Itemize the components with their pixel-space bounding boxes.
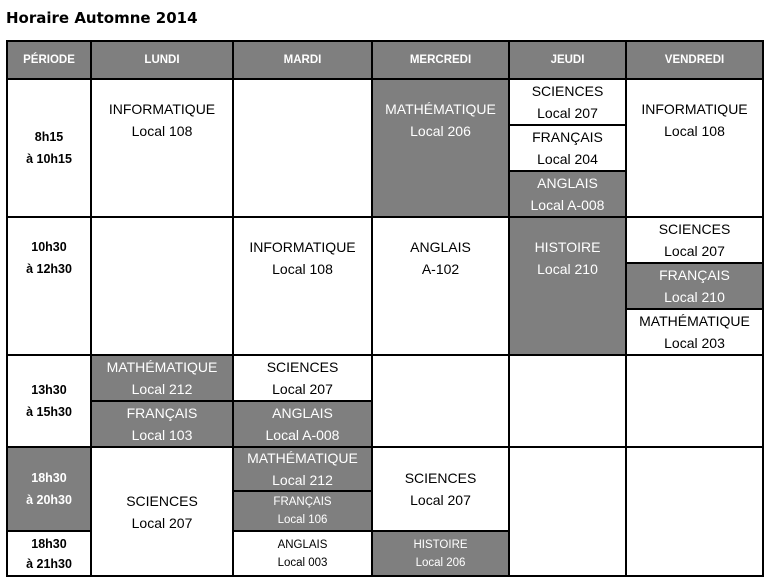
- course-room: Local 204: [537, 151, 598, 167]
- cell-p2-vendredi-c: [627, 310, 762, 356]
- course-room: Local 108: [272, 261, 333, 277]
- course-room: Local 212: [272, 472, 333, 488]
- cell-p4-jeudi-empty: [510, 448, 627, 575]
- period-end: à 21h30: [26, 556, 72, 571]
- cell-p3-lundi-b: [92, 402, 234, 448]
- cell-p2-mardi: [234, 218, 373, 356]
- cell-p2-mercredi: [373, 218, 510, 356]
- period-end: à 12h30: [26, 262, 72, 276]
- course-subject: FRANÇAIS: [659, 267, 730, 283]
- course-room: Local 207: [131, 514, 193, 531]
- cell-p5-mercredi: [373, 532, 510, 575]
- course-room: Local 103: [131, 427, 193, 443]
- course-room: Local 210: [664, 289, 725, 305]
- course-subject: FRANÇAIS: [532, 129, 603, 145]
- course-subject: SCIENCES: [126, 492, 198, 509]
- period-start: 18h30: [31, 471, 67, 485]
- cell-p4-lundi: [92, 448, 234, 575]
- course-room: Local 206: [415, 556, 466, 569]
- cell-p1-jeudi-c: [510, 172, 627, 218]
- cell-p1-jeudi-a: [510, 80, 627, 126]
- course-subject: HISTOIRE: [413, 538, 468, 551]
- cell-p4-mardi-b: [234, 492, 373, 532]
- period-4: [8, 448, 92, 532]
- course-subject: INFORMATIQUE: [641, 101, 748, 117]
- course-subject: INFORMATIQUE: [249, 239, 356, 255]
- course-subject: MATHÉMATIQUE: [247, 450, 358, 466]
- cell-p3-mardi-b: [234, 402, 373, 448]
- header-periode: PÉRIODE: [8, 42, 92, 80]
- course-subject: ANGLAIS: [272, 405, 333, 421]
- cell-p1-mardi-empty: [234, 80, 373, 218]
- period-3: [8, 356, 92, 448]
- cell-p1-vendredi: [627, 80, 762, 218]
- course-room: Local 210: [537, 261, 598, 277]
- course-room: A-102: [421, 261, 460, 277]
- cell-p3-vendredi-empty: [627, 356, 762, 448]
- course-subject: FRANÇAIS: [126, 405, 198, 421]
- header-jeudi: JEUDI: [510, 42, 627, 80]
- course-subject: SCIENCES: [531, 83, 604, 99]
- course-room: Local A-008: [265, 427, 340, 443]
- course-room: Local 207: [664, 243, 725, 259]
- period-start: 13h30: [31, 383, 67, 397]
- course-subject: SCIENCES: [658, 221, 731, 237]
- cell-p1-jeudi-b: [510, 126, 627, 172]
- period-end: à 20h30: [26, 493, 72, 507]
- cell-p4-mardi-a: [234, 448, 373, 492]
- period-end: à 15h30: [26, 405, 72, 419]
- cell-p3-jeudi-empty: [510, 356, 627, 448]
- schedule-table: [6, 40, 764, 577]
- cell-p4-vendredi-empty: [627, 448, 762, 575]
- period-start: 10h30: [31, 240, 67, 254]
- cell-p3-mercredi-empty: [373, 356, 510, 448]
- course-subject: SCIENCES: [404, 470, 477, 486]
- cell-p4-mercredi: [373, 448, 510, 532]
- course-subject: ANGLAIS: [537, 175, 598, 191]
- course-subject: FRANÇAIS: [273, 496, 332, 508]
- course-subject: MATHÉMATIQUE: [639, 313, 750, 329]
- course-subject: MATHÉMATIQUE: [106, 359, 218, 375]
- cell-p5-mardi: [234, 532, 373, 575]
- cell-p3-lundi-a: [92, 356, 234, 402]
- period-2: [8, 218, 92, 356]
- course-room: Local 108: [131, 123, 193, 139]
- course-room: Local 003: [277, 556, 328, 569]
- period-start: 8h15: [34, 130, 64, 144]
- course-subject: ANGLAIS: [410, 239, 471, 255]
- cell-p3-mardi-a: [234, 356, 373, 402]
- cell-p1-lundi: [92, 80, 234, 218]
- page-title: Horaire Automne 2014: [6, 9, 198, 27]
- period-1: [8, 80, 92, 218]
- cell-p2-lundi-empty: [92, 218, 234, 356]
- header-mardi: MARDI: [234, 42, 373, 80]
- cell-p2-vendredi-b: [627, 264, 762, 310]
- cell-p2-vendredi-a: [627, 218, 762, 264]
- course-room: Local 207: [272, 381, 333, 397]
- header-mercredi: MERCREDI: [373, 42, 510, 80]
- course-room: Local A-008: [530, 197, 605, 213]
- course-room: Local 108: [664, 123, 725, 139]
- cell-p2-jeudi: [510, 218, 627, 356]
- course-subject: INFORMATIQUE: [108, 101, 216, 117]
- course-subject: SCIENCES: [266, 359, 339, 375]
- course-subject: MATHÉMATIQUE: [385, 101, 496, 117]
- period-start: 18h30: [31, 536, 67, 551]
- cell-p1-mercredi: [373, 80, 510, 218]
- period-end: à 10h15: [26, 152, 72, 166]
- course-room: Local 212: [131, 381, 193, 397]
- course-room: Local 207: [410, 492, 471, 508]
- course-room: Local 106: [277, 514, 328, 526]
- period-5: [8, 532, 92, 575]
- course-room: Local 203: [664, 335, 725, 351]
- course-subject: ANGLAIS: [277, 538, 328, 551]
- course-room: Local 207: [537, 105, 598, 121]
- course-subject: HISTOIRE: [534, 239, 601, 255]
- header-lundi: LUNDI: [92, 42, 234, 80]
- course-room: Local 206: [410, 123, 471, 139]
- header-vendredi: VENDREDI: [627, 42, 762, 80]
